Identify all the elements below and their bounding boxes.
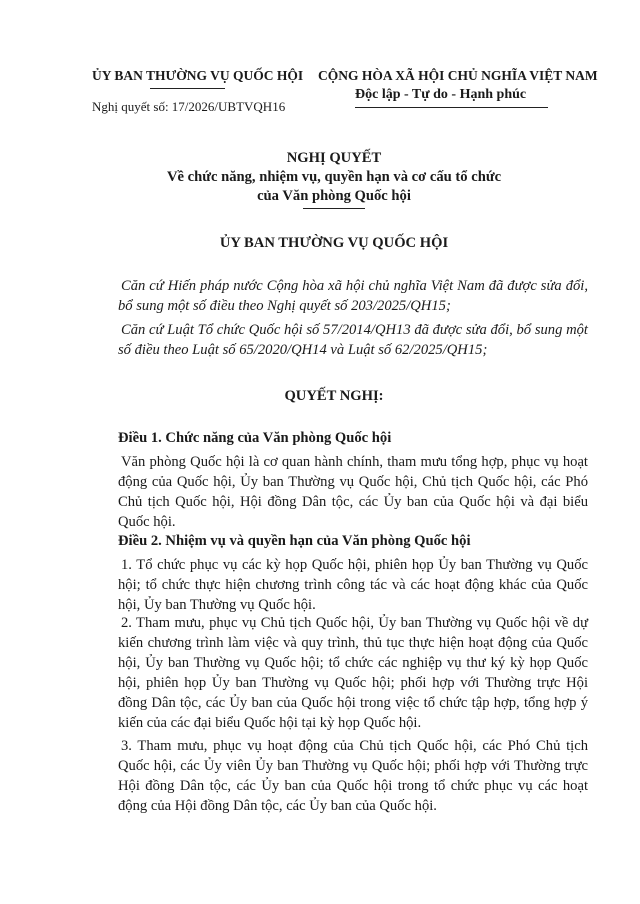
legal-basis-2: Căn cứ Luật Tổ chức Quốc hội số 57/2014/QH13 đã được sửa đổi, bổ sung một số điều theo Luật số 65/2020/QH14 và Luật số 62/2025/QH15; [118,322,588,358]
title-underline [303,208,365,209]
national-motto: Độc lập - Tự do - Hạnh phúc [355,87,527,102]
document-subject-line-1: Về chức năng, nhiệm vụ, quyền hạn và cơ cấu tổ chức [166,169,502,185]
article-1-paragraph: Văn phòng Quốc hội là cơ quan hành chính, tham mưu tổng hợp, phục vụ hoạt động của Quốc hội, Ủy ban Thường vụ Quốc hội, Chủ tịch Quốc hội, các Phó Chủ tịch Quốc hội, Hội đồng Dân tộc, các Ủy ban của Quốc hội và đại biểu Quốc hội. [118,454,588,530]
document-type: NGHỊ QUYẾT [286,150,382,166]
motto-underline [355,107,548,108]
issuing-agency: ỦY BAN THƯỜNG VỤ QUỐC HỘI [92,68,304,83]
decision-heading: QUYẾT NGHỊ: [284,388,384,404]
article-2-clause-1: 1. Tổ chức phục vụ các kỳ họp Quốc hội, phiên họp Ủy ban Thường vụ Quốc hội; tổ chức thực hiện chương trình công tác và các hoạt động khác của Quốc hội, Ủy ban Thường vụ Quốc hội. [118,557,588,613]
agency-underline [150,88,225,89]
legal-basis-1: Căn cứ Hiến pháp nước Cộng hòa xã hội chủ nghĩa Việt Nam đã được sửa đổi, bổ sung một số điều theo Nghị quyết số 203/2025/QH15; [118,278,588,314]
national-title: CỘNG HÒA XÃ HỘI CHỦ NGHĨA VIỆT NAM [318,68,598,83]
document-number: Nghị quyết số: 17/2026/UBTVQH16 [92,99,286,114]
article-1-heading: Điều 1. Chức năng của Văn phòng Quốc hội [118,430,392,446]
issuer-heading: ỦY BAN THƯỜNG VỤ QUỐC HỘI [219,235,449,251]
document-subject-line-2: của Văn phòng Quốc hội [257,188,411,204]
article-2-clause-3: 3. Tham mưu, phục vụ hoạt động của Chủ tịch Quốc hội, các Phó Chủ tịch Quốc hội, các Ủy viên Ủy ban Thường vụ Quốc hội; phối hợp với Thường trực Hội đồng Dân tộc, các Ủy ban của Quốc hội trong tổ chức phục vụ các hoạt động của Hội đồng Dân tộc, các Ủy ban của Quốc hội. [118,738,588,814]
article-2-heading: Điều 2. Nhiệm vụ và quyền hạn của Văn phòng Quốc hội [118,533,471,549]
article-2-clause-2: 2. Tham mưu, phục vụ Chủ tịch Quốc hội, Ủy ban Thường vụ Quốc hội về dự kiến chương trình làm việc và quy trình, thủ tục thực hiện hoạt động của Quốc hội, Ủy ban Thường vụ Quốc hội; tổ chức các nghiệp vụ thư ký kỳ họp Quốc hội, phiên họp Ủy ban Thường vụ Quốc hội; phối hợp với Thường trực Hội đồng Dân tộc, các Ủy ban của Quốc hội trong việc tổ chức tập hợp, tổng hợp ý kiến của các đại biểu Quốc hội tại kỳ họp Quốc hội. [118,615,588,731]
